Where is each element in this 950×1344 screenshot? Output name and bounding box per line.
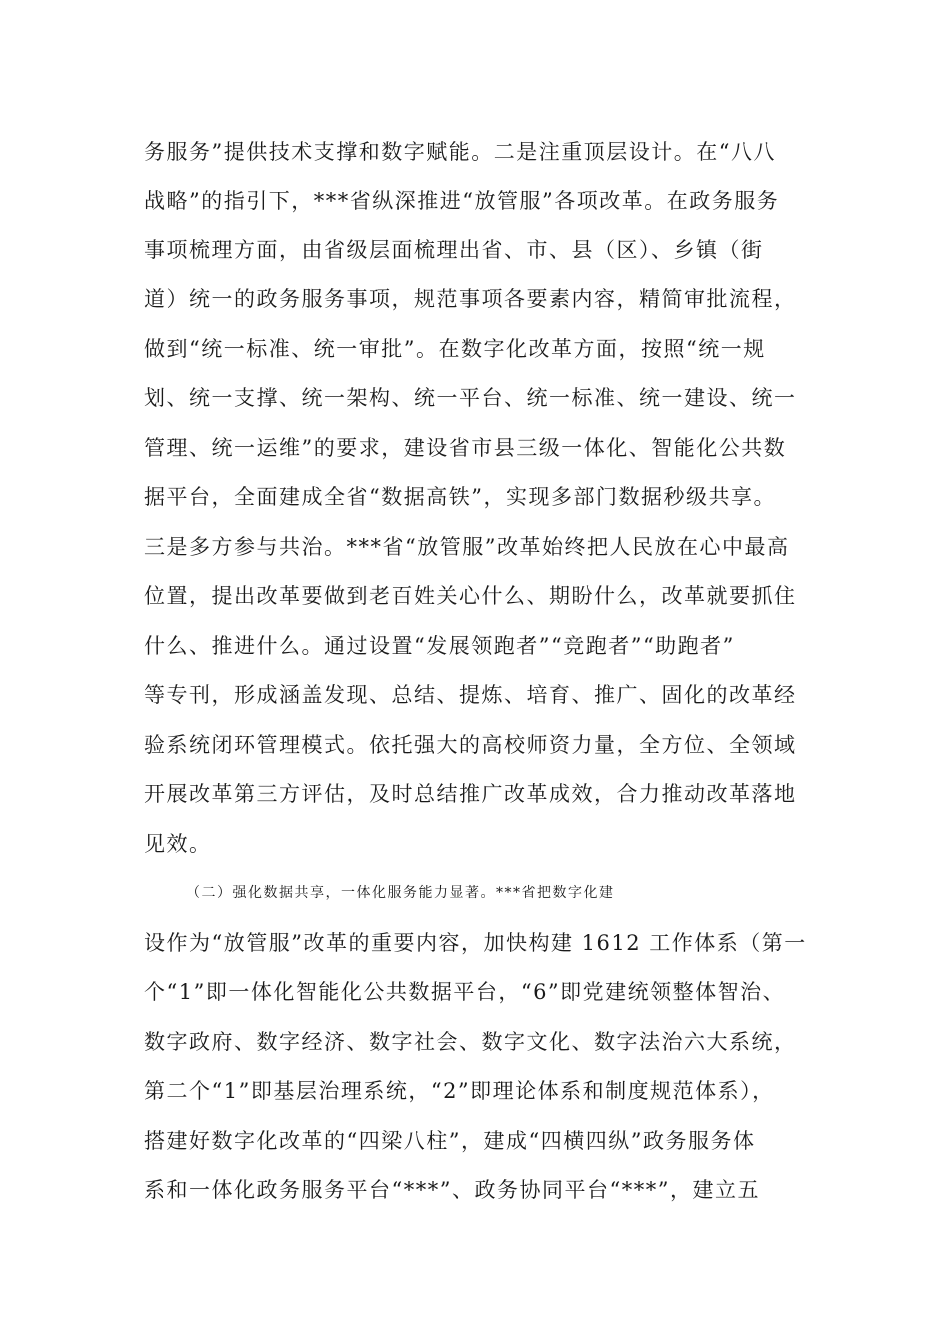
paragraph-line-4: 道）统一的政务服务事项，规范事项各要素内容，精简审批流程， — [144, 287, 797, 311]
paragraph-line-12: 等专刊，形成涵盖发现、总结、提炼、培育、推广、固化的改革经 — [144, 683, 797, 707]
paragraph-line-19: 数字政府、数字经济、数字社会、数字文化、数字法治六大系统， — [144, 1030, 797, 1054]
paragraph-line-17: 设作为“放管服”改革的重要内容，加快构建 1612 工作体系（第一 — [144, 931, 807, 955]
paragraph-line-1: 务服务”提供技术支撑和数字赋能。二是注重顶层设计。在“八八 — [144, 140, 776, 164]
paragraph-line-9: 三是多方参与共治。***省“放管服”改革始终把人民放在心中最高 — [144, 535, 790, 559]
paragraph-line-8: 据平台，全面建成全省“数据高铁”，实现多部门数据秒级共享。 — [144, 485, 776, 509]
section-heading-line: （二）强化数据共享，一体化服务能力显著。***省把数字化建 — [186, 885, 615, 901]
paragraph-line-21: 搭建好数字化改革的“四梁八柱”，建成“四横四纵”政务服务体 — [144, 1129, 756, 1153]
paragraph-line-3: 事项梳理方面，由省级层面梳理出省、市、县（区）、乡镇（街 — [144, 238, 764, 262]
paragraph-line-5: 做到“统一标准、统一审批”。在数字化改革方面，按照“统一规 — [144, 337, 766, 361]
paragraph-line-14: 开展改革第三方评估，及时总结推广改革成效，合力推动改革落地 — [144, 782, 797, 806]
paragraph-line-10: 位置，提出改革要做到老百姓关心什么、期盼什么，改革就要抓住 — [144, 584, 797, 608]
paragraph-line-13: 验系统闭环管理模式。依托强大的高校师资力量，全方位、全领域 — [144, 733, 797, 757]
paragraph-line-11: 什么、推进什么。通过设置“发展领跑者”“竞跑者”“助跑者” — [144, 634, 735, 658]
paragraph-line-6: 划、统一支撑、统一架构、统一平台、统一标准、统一建设、统一 — [144, 386, 797, 410]
paragraph-line-7: 管理、统一运维”的要求，建设省市县三级一体化、智能化公共数 — [144, 436, 787, 460]
paragraph-line-20: 第二个“1”即基层治理系统，“2”即理论体系和制度规范体系）， — [144, 1079, 775, 1103]
paragraph-line-22: 系和一体化政务服务平台“***”、政务协同平台“***”，建立五 — [144, 1178, 760, 1202]
paragraph-line-2: 战略”的指引下，***省纵深推进“放管服”各项改革。在政务服务 — [144, 189, 780, 213]
paragraph-line-15: 见效。 — [144, 832, 212, 856]
paragraph-line-18: 个“1”即一体化智能化公共数据平台，“6”即党建统领整体智治、 — [144, 980, 786, 1004]
